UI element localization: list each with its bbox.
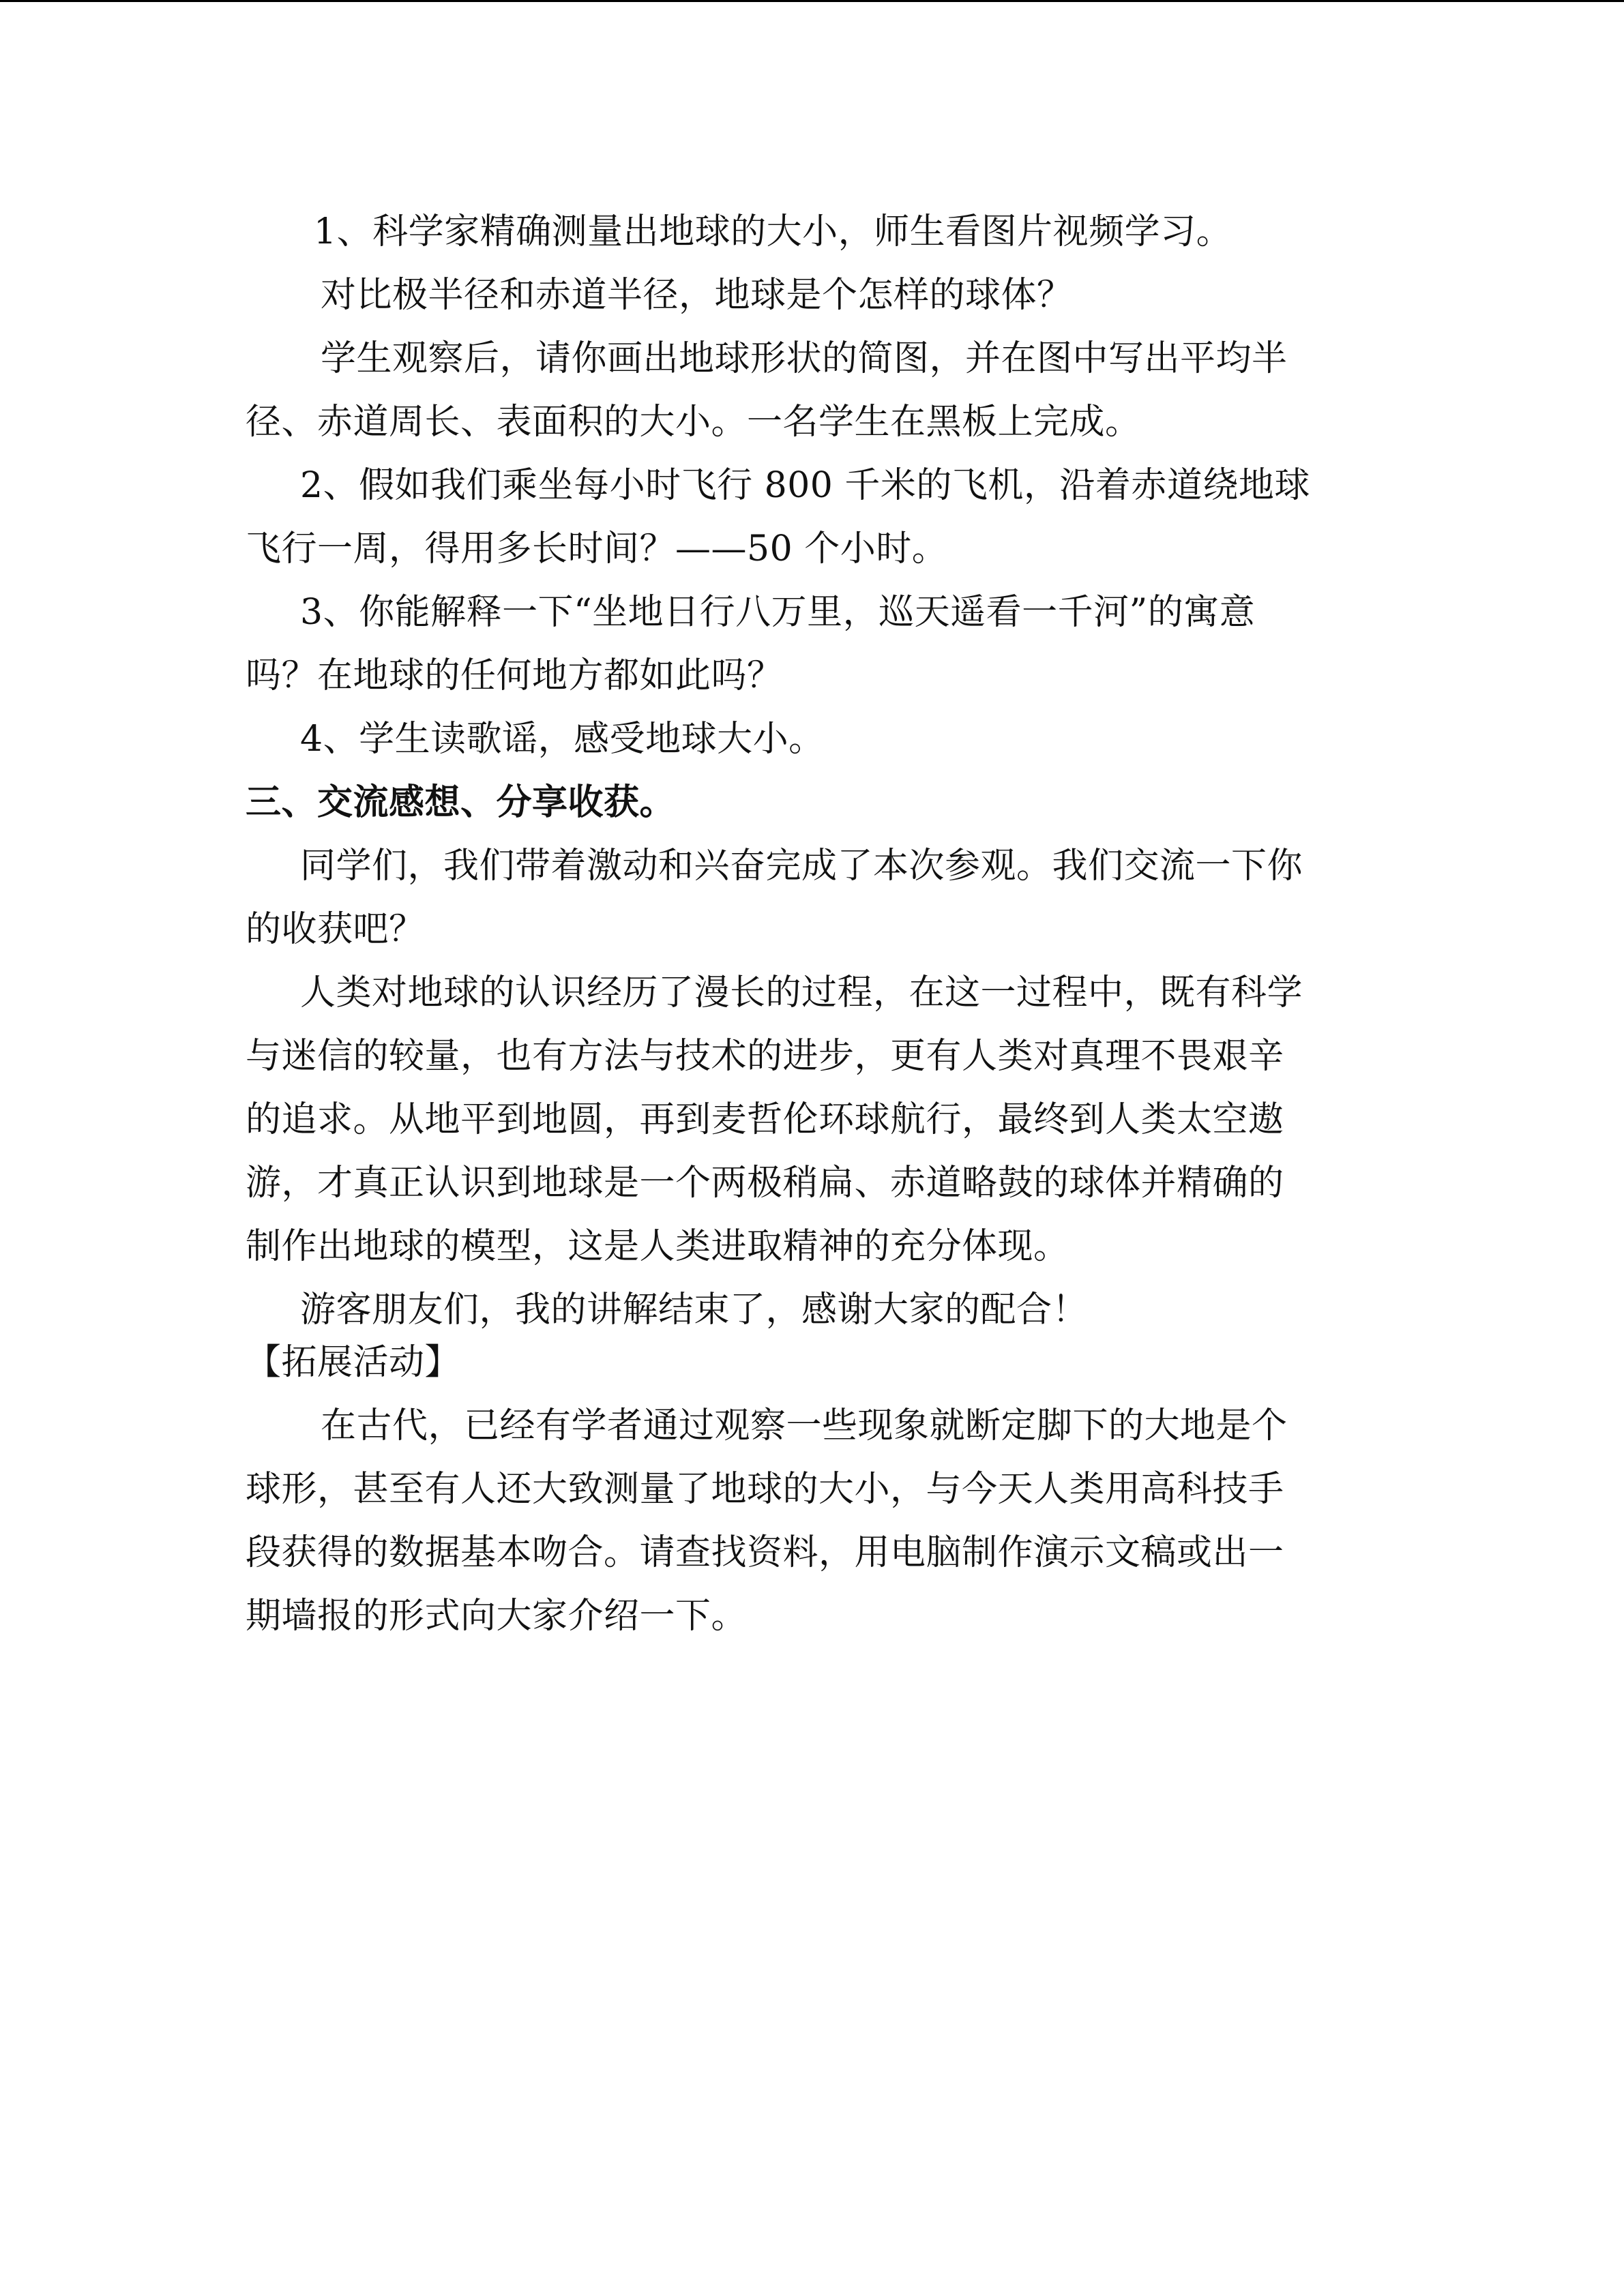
paragraph-line-22: 段获得的数据基本吻合。请查找资料，用电脑制作演示文稿或出一	[246, 1532, 1284, 1573]
paragraph-line-20: 在古代，已经有学者通过观察一些现象就断定脚下的大地是个	[321, 1405, 1288, 1446]
paragraph-line-9: 4、学生读歌谣，感受地球大小。	[300, 719, 825, 760]
section-heading: 三、交流感想、分享收获。	[246, 781, 676, 823]
paragraph-line-12: 的收获吧？	[246, 909, 425, 950]
paragraph-line-2: 对比极半径和赤道半径，地球是个怎样的球体？	[321, 275, 1073, 316]
paragraph-line-17: 制作出地球的模型，这是人类进取精神的充分体现。	[246, 1226, 1069, 1267]
paragraph-line-18: 游客朋友们，我的讲解结束了，感谢大家的配合！	[300, 1289, 1089, 1330]
paragraph-line-4: 径、赤道周长、表面积的大小。一名学生在黑板上完成。	[246, 402, 1141, 443]
paragraph-line-13: 人类对地球的认识经历了漫长的过程，在这一过程中，既有科学	[300, 972, 1303, 1013]
paragraph-line-14: 与迷信的较量，也有方法与技术的进步，更有人类对真理不畏艰辛	[246, 1036, 1284, 1077]
paragraph-line-1: 1、科学家精确测量出地球的大小，师生看图片视频学习。	[314, 211, 1232, 252]
paragraph-line-21: 球形，甚至有人还大致测量了地球的大小，与今天人类用高科技手	[246, 1469, 1284, 1510]
paragraph-line-6: 飞行一周，得用多长时间？——50 个小时。	[246, 528, 948, 569]
paragraph-line-7: 3、你能解释一下“坐地日行八万里，巡天遥看一千河”的寓意	[300, 592, 1256, 633]
paragraph-line-16: 游，才真正认识到地球是一个两极稍扁、赤道略鼓的球体并精确的	[246, 1163, 1284, 1204]
paragraph-line-11: 同学们，我们带着激动和兴奋完成了本次参观。我们交流一下你	[300, 846, 1303, 886]
paragraph-line-23: 期墙报的形式向大家介绍一下。	[246, 1596, 748, 1637]
paragraph-line-5: 2、假如我们乘坐每小时飞行 800 千米的飞机，沿着赤道绕地球	[300, 465, 1310, 506]
paragraph-line-8: 吗？在地球的任何地方都如此吗？	[246, 655, 783, 696]
paragraph-line-3: 学生观察后，请你画出地球形状的简图，并在图中写出平均半	[321, 338, 1288, 379]
extension-heading: 【拓展活动】	[246, 1342, 461, 1383]
paragraph-line-15: 的追求。从地平到地圆，再到麦哲伦环球航行，最终到人类太空遨	[246, 1099, 1284, 1140]
